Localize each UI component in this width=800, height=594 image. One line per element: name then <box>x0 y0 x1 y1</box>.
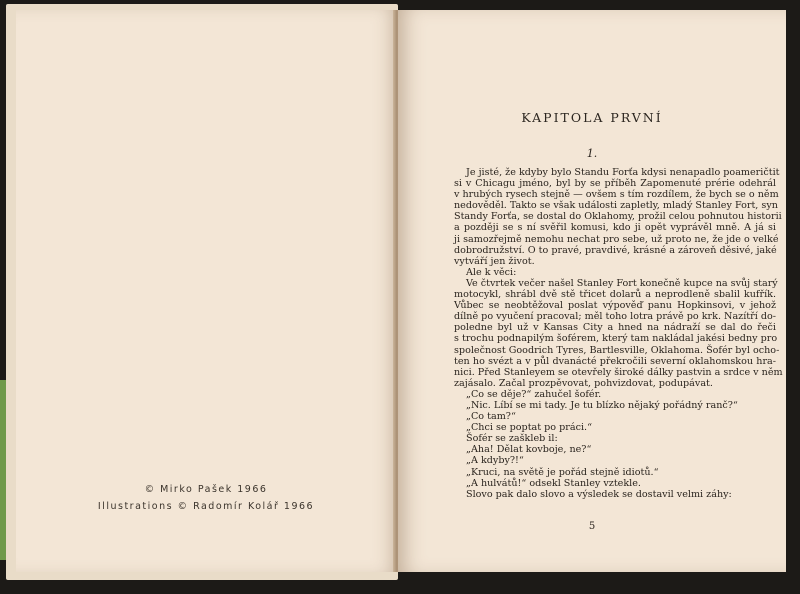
text-line: nedověděl. Takto se však události zapletly, mladý Stanley Fort, syn <box>454 200 778 212</box>
text-line: zajásalo. Začal prozpěvovat, pohvizdovat, podupávat. <box>454 377 713 389</box>
left-page <box>16 10 396 572</box>
text-line: ten ho svézt a v půl dvanácté překročili severní oklahomskou hra- <box>454 355 776 367</box>
text-line: Standy Forťa, se dostal do Oklahomy, prožil celou pohnutou historii <box>454 211 782 223</box>
text-line: společnost Goodrich Tyres, Bartlesville, Oklahoma. Šofér byl ocho- <box>454 344 780 356</box>
text-line: „A kdyby?!“ <box>466 455 524 467</box>
text-line: „A hulvátů!“ odsekl Stanley vztekle. <box>466 477 641 489</box>
text-line: poledne byl už v Kansas City a hned na nádraží se dal do řeči <box>454 322 776 334</box>
text-line: vytváří jen život. <box>454 255 535 267</box>
text-line: „Co se děje?“ zahučel šofér. <box>466 388 602 400</box>
text-line: „Co tam?“ <box>466 411 516 423</box>
text-line: v hrubých rysech stejně — ovšem s tím rozdílem, že bych se o něm <box>454 189 779 201</box>
right-page <box>398 10 786 572</box>
section-number: 1. <box>586 147 598 160</box>
text-line: ji samozřejmě nemohu nechat pro sebe, už proto ne, že jde o velké <box>454 233 779 245</box>
text-line: „Kruci, na světě je pořád stejně idiotů.“ <box>466 466 659 478</box>
copyright-author: © Mirko Pašek 1966 <box>144 484 268 495</box>
text-line: Ale k věci: <box>466 266 517 278</box>
text-line: si v Chicagu jméno, byl by se příběh Zapomenuté prérie odehrál <box>454 178 776 190</box>
text-line: dílně po vyučení pracoval; měl toho lotra právě po krk. Nazítří do- <box>454 311 777 323</box>
text-line: Slovo pak dalo slovo a výsledek se dostavil velmi záhy: <box>466 488 732 500</box>
copyright-illustrations: Illustrations © Radomír Kolář 1966 <box>97 501 315 512</box>
text-line: motocykl, shrábl dvě stě třicet dolarů a neprodleně sbalil kufřík. <box>454 289 776 301</box>
text-line: dobrodružství. O to pravé, pravdivé, krásné a zároveň děsivé, jaké <box>454 244 777 256</box>
text-line: a později se s ní svěřil komusi, kdo ji opět vyprávěl mně. A já si <box>454 222 776 234</box>
text-line: Vůbec se neobtěžoval poslat výpověď panu Hopkinsovi, v jehož <box>454 300 776 312</box>
text-line: Ve čtvrtek večer našel Stanley Fort konečně kupce na svůj starý <box>466 277 778 289</box>
text-line: „Nic. Líbí se mi tady. Je tu blízko nějaký pořádný ranč?“ <box>466 399 738 411</box>
text-line: Je jisté, že kdyby bylo Standu Forťa kdysi nenapadlo poameričtit <box>466 167 780 178</box>
chapter-title: KAPITOLA PRVNÍ <box>521 110 663 125</box>
text-line: „Chci se poptat po práci.“ <box>466 422 592 434</box>
text-line: nici. Před Stanleyem se otevřely široké dálky pastvin a srdce v něm <box>454 366 783 378</box>
text-line: Šofér se zaškleb il: <box>466 433 558 445</box>
page-number: 5 <box>588 521 596 532</box>
text-line: s trochu podnapilým šoférem, který tam nakládal jakési bedny pro <box>454 333 778 345</box>
text-line: „Aha! Dělat kovboje, ne?“ <box>466 444 592 456</box>
body-text <box>454 167 783 500</box>
